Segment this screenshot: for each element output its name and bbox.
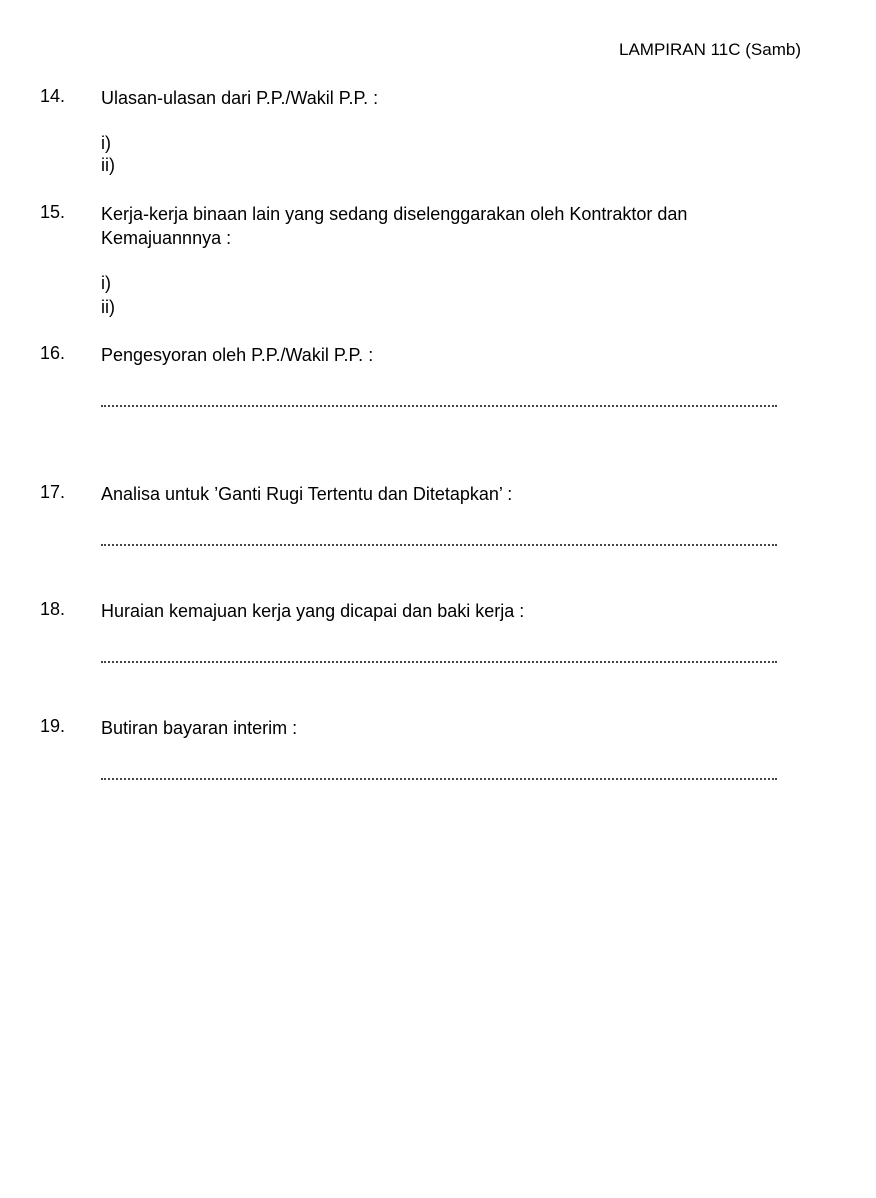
item-number: 14. [40, 86, 66, 106]
item-text: Kerja-kerja binaan lain yang sedang diselenggarakan oleh Kontraktor dan Kemajuannnya : [101, 204, 688, 248]
item-text: Analisa untuk ’Ganti Rugi Tertentu dan Ditetapkan’ : [101, 484, 513, 504]
subitem-i: i) [101, 133, 111, 153]
item-text: Pengesyoran oleh P.P./Wakil P.P. : [101, 345, 374, 365]
item-text: Huraian kemajuan kerja yang dicapai dan baki kerja : [101, 601, 525, 621]
answer-line [101, 661, 777, 663]
appendix-label: LAMPIRAN 11C (Samb) [618, 40, 801, 59]
answer-line [101, 778, 777, 780]
item-text: Ulasan-ulasan dari P.P./Wakil P.P. : [101, 88, 379, 108]
answer-line [101, 405, 777, 407]
subitem-ii: ii) [101, 297, 115, 317]
item-number: 19. [40, 716, 66, 736]
answer-line [101, 544, 777, 546]
item-number: 15. [40, 202, 66, 222]
item-text: Butiran bayaran interim : [101, 718, 298, 738]
item-number: 18. [40, 599, 66, 619]
item-number: 16. [40, 343, 66, 363]
subitem-ii: ii) [101, 155, 115, 175]
item-number: 17. [40, 482, 66, 502]
subitem-i: i) [101, 273, 111, 293]
